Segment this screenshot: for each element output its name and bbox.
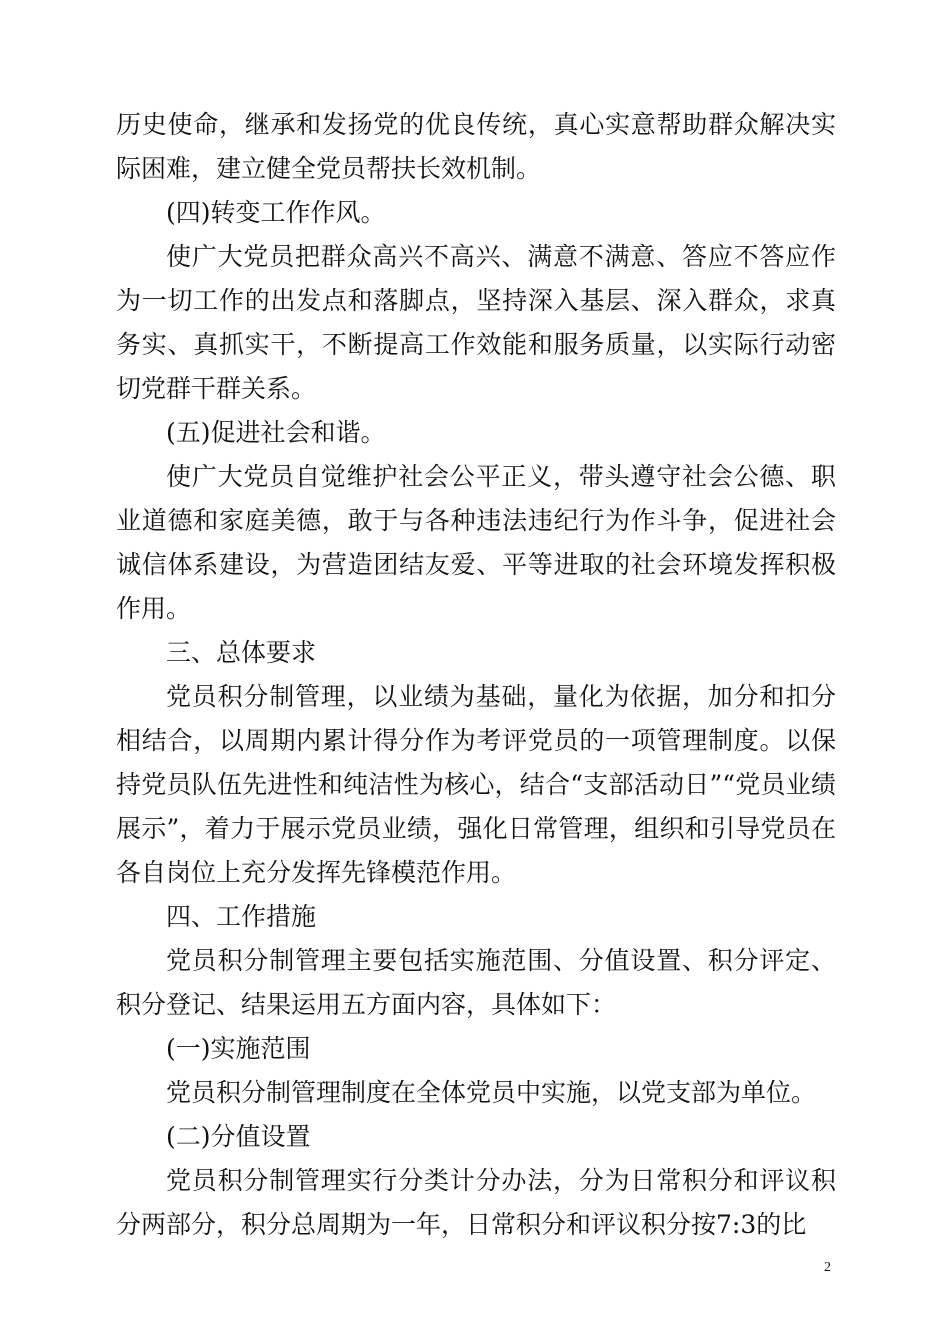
section-heading-4-measures: 四、工作措施	[166, 902, 317, 931]
paragraph: 党员积分制管理制度在全体党员中实施，以党支部为单位。	[166, 1078, 817, 1107]
paragraph: 使广大党员自觉维护社会公平正义，带头遵守社会公德、职业道德和家庭美德，敢于与各种违法违纪行为作斗争，促进社会诚信体系建设，为营造团结友爱、平等进取的社会环境发挥积极作用。	[116, 462, 836, 623]
section-heading-3: 三、总体要求	[166, 638, 317, 667]
page-number: 2	[824, 1260, 831, 1275]
document-body	[116, 103, 836, 1247]
paragraph: 党员积分制管理主要包括实施范围、分值设置、积分评定、积分登记、结果运用五方面内容，具体如下：	[116, 946, 836, 1019]
paragraph-continued: 历史使命，继承和发扬党的优良传统，真心实意帮助群众解决实际困难，建立健全党员帮扶长效机制。	[116, 110, 836, 183]
subsection-heading-2: (二)分值设置	[166, 1122, 311, 1151]
paragraph: 党员积分制管理实行分类计分办法，分为日常积分和评议积分两部分，积分总周期为一年，日常积分和评议积分按7:3的比	[116, 1166, 836, 1239]
paragraph: 党员积分制管理，以业绩为基础，量化为依据，加分和扣分相结合，以周期内累计得分作为考评党员的一项管理制度。以保持党员队伍先进性和纯洁性为核心，结合“支部活动日”“党员业绩展示”，着力于展示党员业绩，强化日常管理，组织和引导党员在各自岗位上充分发挥先锋模范作用。	[116, 682, 836, 887]
section-heading-4: (四)转变工作作风。	[166, 198, 386, 227]
subsection-heading-1: (一)实施范围	[166, 1034, 311, 1063]
paragraph: 使广大党员把群众高兴不高兴、满意不满意、答应不答应作为一切工作的出发点和落脚点，坚持深入基层、深入群众，求真务实、真抓实干，不断提高工作效能和服务质量，以实际行动密切党群干群关系。	[116, 242, 836, 403]
section-heading-5: (五)促进社会和谐。	[166, 418, 386, 447]
